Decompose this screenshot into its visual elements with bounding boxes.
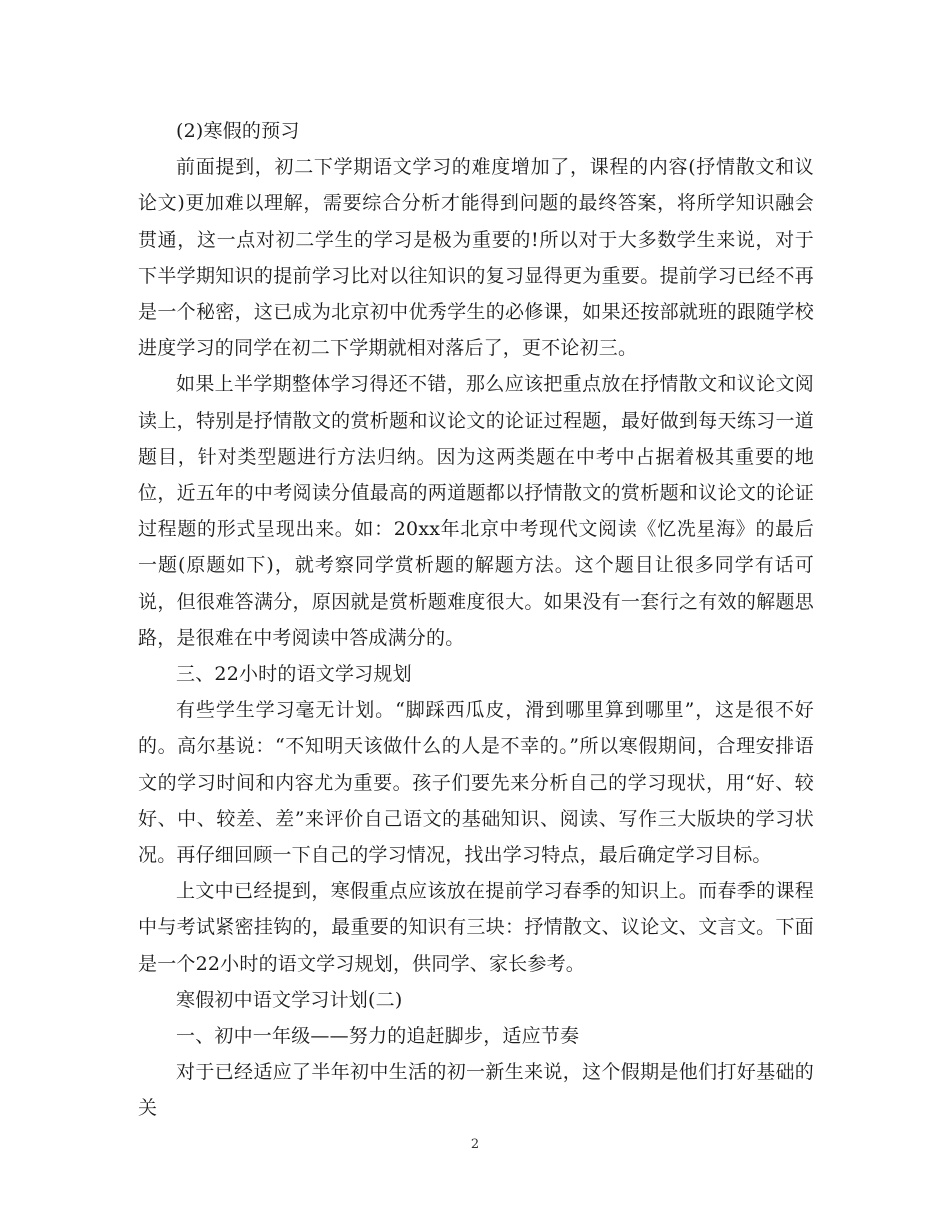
paragraph-reading-focus: 如果上半学期整体学习得还不错，那么应该把重点放在抒情散文和议论文阅读上，特别是抒情散文的赏析题和议论文的论证过程题，最好做到每天练习一道题目，针对类型题进行方法归纳。因为这两类题在中考中占据着极其重要的地位，近五年的中考阅读分值最高的两道题都以抒情散文的赏析题和议论文的论证过程题的形式呈现出来。如：20xx年北京中考现代文阅读《忆冼星海》的最后一题(原题如下)，就考察同学赏析题的解题方法。这个题目让很多同学有话可说，但很难答满分，原因就是赏析题难度很大。如果没有一套行之有效的解题思路，是很难在中考阅读中答成满分的。 (138, 373, 814, 649)
paragraph-grade-two-difficulty: 前面提到，初二下学期语文学习的难度增加了，课程的内容(抒情散文和议论文)更加难以理解，需要综合分析才能得到问题的最终答案，将所学知识融会贯通，这一点对初二学生的学习是极为重要的!所以对于大多数学生来说，对于下半学期知识的提前学习比对以往知识的复习显得更为重要。提前学习已经不再是一个秘密，这已成为北京初中优秀学生的必修课，如果还按部就班的跟随学校进度学习的同学在初二下学期就相对落后了，更不论初三。 (138, 156, 814, 360)
section-heading-22-hour-plan: 三、22小时的语文学习规划 (176, 663, 412, 686)
page-number: 2 (470, 1137, 480, 1152)
section-heading-study-plan-two: 寒假初中语文学习计划(二) (176, 988, 403, 1011)
section-heading-winter-preview: (2)寒假的预习 (176, 120, 300, 142)
document-body (138, 113, 814, 1127)
paragraph-study-planning: 有些学生学习毫无计划。“脚踩西瓜皮，滑到哪里算到哪里”，这是很不好的。高尔基说：“不知明天该做什么的人是不幸的。”所以寒假期间，合理安排语文的学习时间和内容尤为重要。孩子们要先来分析自己的学习现状，用“好、较好、中、较差、差”来评价自己语文的基础知识、阅读、写作三大版块的学习状况。再仔细回顾一下自己的学习情况，找出学习特点，最后确定学习目标。 (138, 699, 814, 867)
section-heading-grade-one: 一、初中一年级——努力的追赶脚步，适应节奏 (176, 1025, 580, 1048)
paragraph-spring-course-focus: 上文中已经提到，寒假重点应该放在提前学习春季的知识上。而春季的课程中与考试紧密挂钩的，最重要的知识有三块：抒情散文、议论文、文言文。下面是一个22小时的语文学习规划，供同学、家长参考。 (138, 880, 814, 975)
paragraph-grade-one-intro: 对于已经适应了半年初中生活的初一新生来说，这个假期是他们打好基础的关 (138, 1061, 814, 1120)
